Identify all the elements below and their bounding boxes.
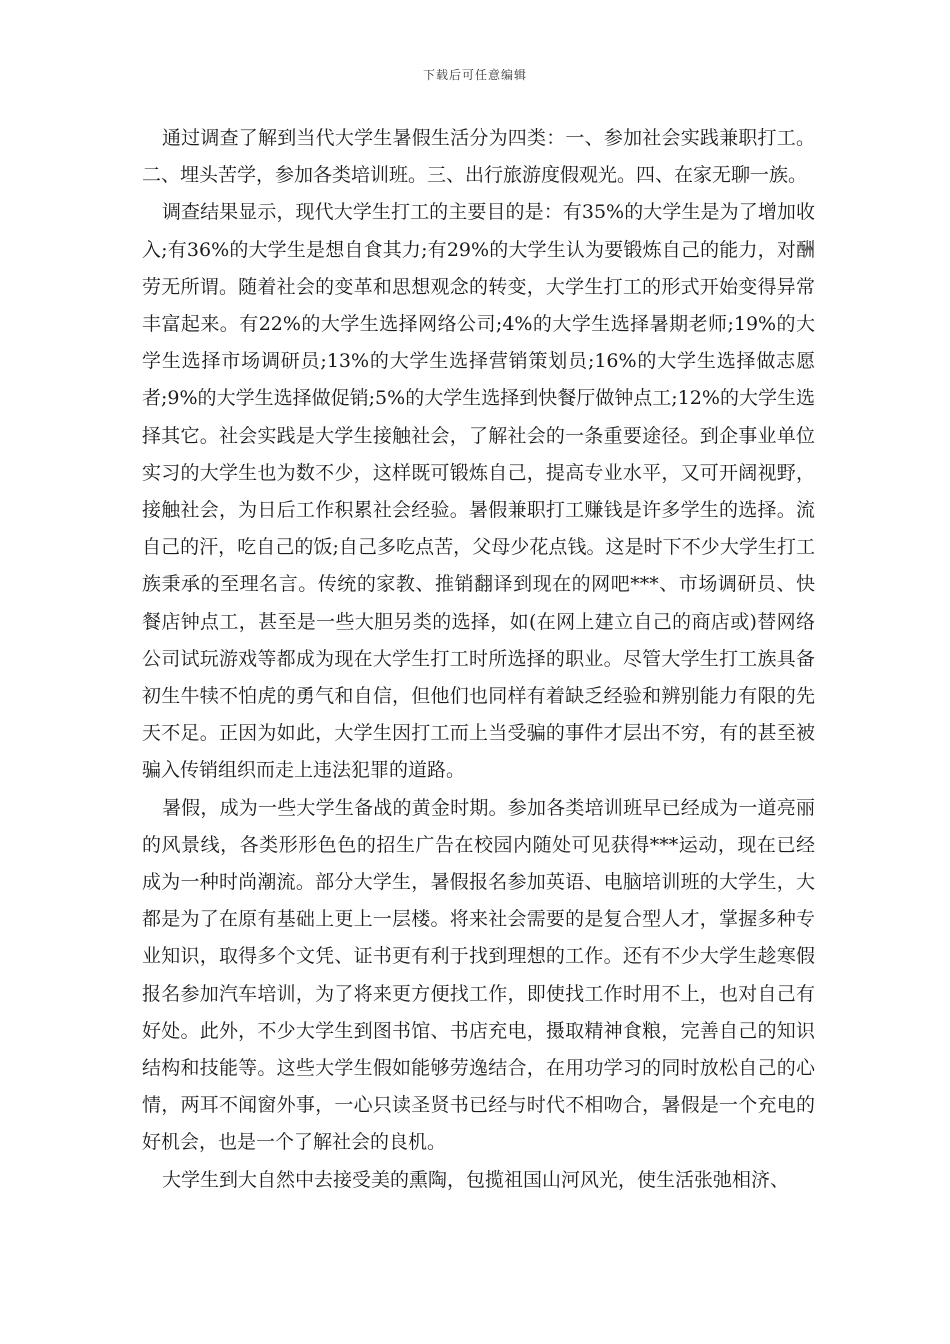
- paragraph-4: 大学生到大自然中去接受美的熏陶，包揽祖国山河风光，使生活张弛相济、: [161, 1168, 789, 1191]
- document-body: [142, 120, 815, 1199]
- paragraph-1: 通过调查了解到当代大学生暑假生活分为四类：一、参加社会实践兼职打工。二、埋头苦学，参加各类培训班。三、出行旅游度假观光。四、在家无聊一族。: [142, 127, 815, 187]
- paragraph-3: 暑假，成为一些大学生备战的黄金时期。参加各类培训班早已经成为一道亮丽的风景线，各类形形色色的招生广告在校园内随处可见获得***运动，现在已经成为一种时尚潮流。部分大学生，暑假报名参加英语、电脑培训班的大学生，大都是为了在原有基础上更上一层楼。将来社会需要的是复合型人才，掌握多种专业知识，取得多个文凭、证书更有利于找到理想的工作。还有不少大学生趁寒假报名参加汽车培训，为了将来更方便找工作，即使找工作时用不上，也对自己有好处。此外，不少大学生到图书馆、书店充电，摄取精神食粮，完善自己的知识结构和技能等。这些大学生假如能够劳逸结合，在用功学习的同时放松自己的心情，两耳不闻窗外事，一心只读圣贤书已经与时代不相吻合，暑假是一个充电的好机会，也是一个了解社会的良机。: [142, 796, 815, 1154]
- paragraph-2: 调查结果显示，现代大学生打工的主要目的是：有35%的大学生是为了增加收入;有36%的大学生是想自食其力;有29%的大学生认为要锻炼自己的能力，对酬劳无所谓。随着社会的变革和思想观念的转变，大学生打工的形式开始变得异常丰富起来。有22%的大学生选择网络公司;4%的大学生选择暑期老师;19%的大学生选择市场调研员;13%的大学生选择营销策划员;16%的大学生选择做志愿者;9%的大学生选择做促销;5%的大学生选择到快餐厅做钟点工;12%的大学生选择其它。社会实践是大学生接触社会，了解社会的一条重要途径。到企事业单位实习的大学生也为数不少，这样既可锻炼自己，提高专业水平，又可开阔视野，接触社会，为日后工作积累社会经验。暑假兼职打工赚钱是许多学生的选择。流自己的汗，吃自己的饭;自己多吃点苦，父母少花点钱。这是时下不少大学生打工族秉承的至理名言。传统的家教、推销翻译到现在的网吧***、市场调研员、快餐店钟点工，甚至是一些大胆另类的选择，如(在网上建立自己的商店或)替网络公司试玩游戏等都成为现在大学生打工时所选择的职业。尽管大学生打工族具备初生牛犊不怕虎的勇气和自信，但他们也同样有着缺乏经验和辨别能力有限的先天不足。正因为如此，大学生因打工而上当受骗的事件才层出不穷，有的甚至被骗入传销组织而走上违法犯罪的道路。: [142, 201, 815, 782]
- page-header: 下载后可任意编辑: [422, 68, 527, 82]
